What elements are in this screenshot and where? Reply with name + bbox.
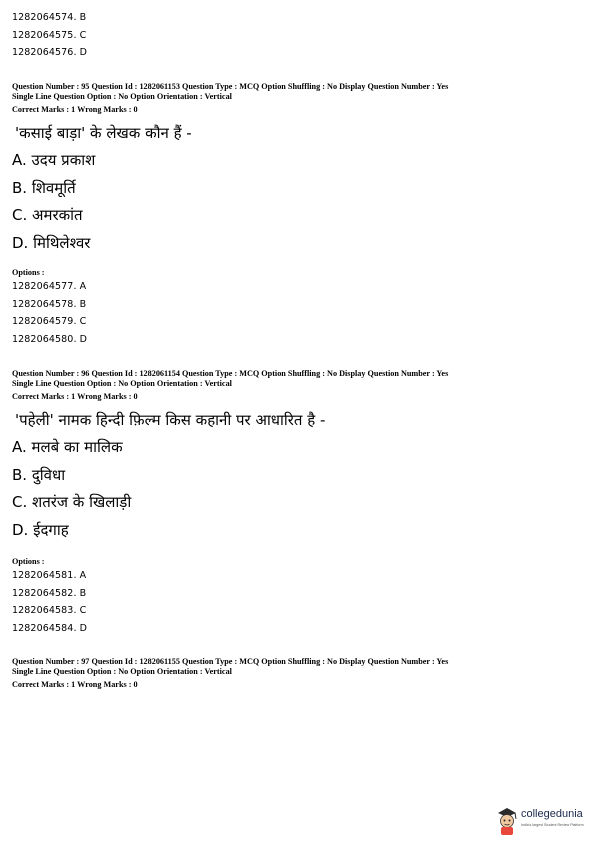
question-text: 'कसाई बाड़ा' के लेखक कौन हैं - bbox=[15, 124, 192, 142]
logo-name: collegedunia bbox=[521, 808, 583, 820]
choice-b: B. शिवमूर्ति bbox=[12, 178, 76, 197]
option-id: 1282064577. A bbox=[12, 281, 87, 292]
option-id: 1282064583. C bbox=[12, 605, 87, 616]
question-marks: Correct Marks : 1 Wrong Marks : 0 bbox=[12, 392, 138, 401]
option-id: 1282064574. B bbox=[12, 12, 87, 23]
option-id: 1282064576. D bbox=[12, 47, 88, 58]
question-meta-line2: Single Line Question Option : No Option Orientation : Vertical bbox=[12, 379, 232, 388]
option-id: 1282064575. C bbox=[12, 29, 87, 41]
options-label: Options : bbox=[12, 557, 45, 566]
question-text: 'पहेली' नामक हिन्दी फ़िल्म किस कहानी पर आधारित है - bbox=[15, 411, 326, 429]
option-id: 1282064580. D bbox=[12, 333, 88, 345]
question-block-95 bbox=[12, 82, 448, 257]
options-label: Options : bbox=[12, 268, 45, 277]
option-id: 1282064582. B bbox=[12, 587, 87, 599]
question-choices bbox=[12, 147, 448, 257]
option-id: 1282064581. A bbox=[12, 570, 87, 581]
choice-a: A. मलबे का मालिक bbox=[12, 438, 123, 456]
options-section-95 bbox=[12, 268, 87, 348]
question-marks: Correct Marks : 1 Wrong Marks : 0 bbox=[12, 105, 138, 114]
question-marks: Correct Marks : 1 Wrong Marks : 0 bbox=[12, 680, 138, 689]
choice-d: D. ईदगाह bbox=[12, 520, 69, 539]
options-section-96 bbox=[12, 557, 87, 637]
collegedunia-logo bbox=[495, 804, 591, 838]
option-id: 1282064578. B bbox=[12, 298, 87, 310]
option-id: 1282064579. C bbox=[12, 316, 87, 327]
question-block-96 bbox=[12, 369, 448, 544]
logo-tagline: India's largest Student Review Platform bbox=[521, 823, 584, 827]
choice-b: B. दुविधा bbox=[12, 465, 66, 484]
question-meta: Question Number : 97 Question Id : 1282061155 Question Type : MCQ Option Shuffling : No Display Question Number : Yes bbox=[12, 657, 449, 666]
question-block-97 bbox=[12, 657, 448, 690]
option-id: 1282064584. D bbox=[12, 622, 88, 634]
question-meta: Question Number : 95 Question Id : 1282061153 Question Type : MCQ Option Shuffling : No Display Question Number : Yes bbox=[12, 82, 449, 91]
choice-c: C. अमरकांत bbox=[12, 206, 83, 225]
previous-question-options bbox=[12, 9, 87, 62]
question-meta-line2: Single Line Question Option : No Option Orientation : Vertical bbox=[12, 667, 232, 676]
choice-a: A. उदय प्रकाश bbox=[12, 151, 96, 169]
question-choices bbox=[12, 434, 448, 544]
choice-c: C. शतरंज के खिलाड़ी bbox=[12, 493, 132, 512]
mascot-icon bbox=[495, 806, 519, 836]
question-meta-line2: Single Line Question Option : No Option Orientation : Vertical bbox=[12, 92, 232, 101]
question-meta: Question Number : 96 Question Id : 1282061154 Question Type : MCQ Option Shuffling : No Display Question Number : Yes bbox=[12, 369, 449, 378]
choice-d: D. मिथिलेश्वर bbox=[12, 233, 91, 252]
